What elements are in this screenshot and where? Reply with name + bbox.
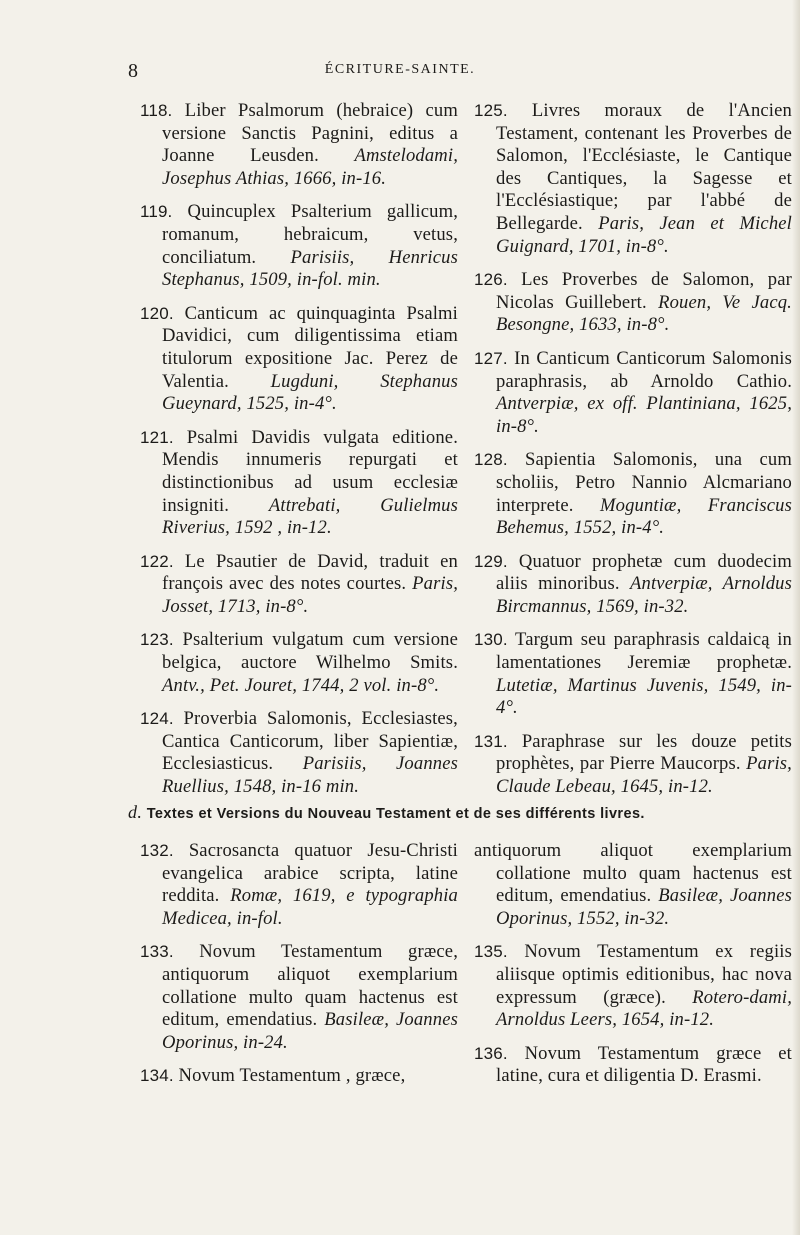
- section-letter: d.: [128, 802, 143, 822]
- entry-imprint: Parisiis, Joannes Ruellius, 1548, in-16 min.: [162, 753, 458, 798]
- catalogue-entry: [140, 629, 458, 697]
- entry-imprint: Attrebati, Gulielmus Riverius, 1592 , in-12.: [162, 494, 458, 539]
- entry-title: Livres moraux de l'Ancien Testament, contenant les Proverbes de Salomon, l'Ecclésiaste, le Cantique des Cantiques, la Sagesse et l'Ecclésiastique; par l'abbé de Bellegarde.: [496, 100, 792, 234]
- catalogue-entry: [474, 100, 792, 258]
- entry-number: 126.: [474, 270, 508, 290]
- catalogue-entry: [474, 731, 792, 799]
- entry-title: In Canticum Canticorum Salomonis paraphrasis, ab Arnoldo Cathio.: [496, 347, 792, 392]
- entry-title: Liber Psalmorum (hebraice) cum versione Sanctis Pagnini, editus a Joanne Leusden.: [162, 100, 458, 167]
- catalogue-entry: [474, 449, 792, 539]
- entry-number: 135.: [474, 942, 508, 962]
- entry-number: 136.: [474, 1043, 508, 1063]
- catalogue-entry: [140, 840, 458, 930]
- page-number: 8: [128, 60, 138, 82]
- entry-number: 129.: [474, 551, 508, 571]
- entry-imprint: Paris, Josset, 1713, in-8°.: [162, 573, 458, 617]
- entry-title: Novum Testamentum , græce,: [178, 1065, 406, 1087]
- entry-title: Novum Testamentum græce et latine, cura et diligentia D. Erasmi.: [496, 1042, 792, 1087]
- entry-number: 133.: [140, 942, 174, 962]
- entry-title: Sapientia Salomonis, una cum scholiis, Petro Nannio Alcmariano interprete.: [496, 449, 792, 516]
- entry-imprint: Amstelodami, Josephus Athias, 1666, in-16.: [162, 145, 458, 189]
- top-right-column: [474, 100, 792, 810]
- entry-imprint: Moguntiæ, Franciscus Behemus, 1552, in-4°.: [496, 494, 792, 539]
- entry-title: Quatuor prophetæ cum duodecim aliis minoribus.: [496, 550, 792, 595]
- entry-imprint: Antverpiæ, Arnoldus Bircmannus, 1569, in-32.: [496, 573, 792, 617]
- page-edge-shadow: [792, 0, 800, 1235]
- top-left-column: [140, 100, 458, 810]
- entry-number: 122.: [140, 551, 174, 571]
- catalogue-entry: [474, 941, 792, 1031]
- catalogue-entry: [474, 840, 792, 930]
- entry-number: 131.: [474, 731, 508, 751]
- entry-number: 120.: [140, 303, 174, 323]
- entry-title: Novum Testamentum græce, antiquorum aliquot exemplarium collatione multo quam hactenus est editum, emendatius.: [162, 941, 458, 1031]
- entry-imprint: Romæ, 1619, e typographia Medicea, in-fol.: [162, 885, 458, 929]
- entry-title: Targum seu paraphrasis caldaicą in lamentationes Jeremiæ prophetæ.: [496, 629, 793, 674]
- entry-number: 130.: [474, 630, 508, 650]
- catalogue-entry: [474, 551, 792, 619]
- catalogue-entry: [474, 629, 792, 719]
- section-heading: [128, 802, 788, 823]
- catalogue-entry: [140, 100, 458, 190]
- catalogue-entry: [140, 427, 458, 540]
- entry-imprint: Paris, Jean et Michel Guignard, 1701, in-8°.: [496, 212, 792, 257]
- catalogue-entry: [140, 941, 458, 1054]
- catalogue-entry: [140, 201, 458, 291]
- entry-imprint: Antv., Pet. Jouret, 1744, 2 vol. in-8°.: [162, 674, 440, 696]
- entry-number: 124.: [140, 709, 174, 729]
- entry-title: Psalterium vulgatum cum versione belgica, auctore Wilhelmo Smits.: [162, 629, 458, 674]
- bottom-left-column: [140, 840, 458, 1099]
- entry-number: 132.: [140, 841, 174, 860]
- entry-title: Novum Testamentum ex regiis aliisque optimis editionibus, hac nova expressum (græce).: [496, 941, 792, 1008]
- entry-number: 127.: [474, 348, 508, 368]
- catalogue-entry: [140, 1065, 458, 1088]
- catalogue-entry: [474, 1043, 792, 1088]
- entry-imprint: Basileæ, Joannes Oporinus, 1552, in-32.: [496, 885, 792, 929]
- entry-title: Paraphrase sur les douze petits prophètes, par Pierre Maucorps.: [496, 730, 792, 775]
- entry-title: Canticum ac quinquaginta Psalmi Davidici, cum diligentissima etiam titulorum expositione Jac. Perez de Valentia.: [162, 302, 458, 392]
- entry-imprint: Lutetiæ, Martinus Juvenis, 1549, in-4°.: [496, 674, 792, 719]
- entry-imprint: Rouen, Ve Jacq. Besongne, 1633, in-8°.: [496, 291, 792, 336]
- entry-title: Le Psautier de David, traduit en françois avec des notes courtes.: [162, 550, 458, 595]
- entry-number: 128.: [474, 450, 508, 470]
- entry-title: Proverbia Salomonis, Ecclesiastes, Cantica Canticorum, liber Sapientiæ, Ecclesiasticus.: [162, 708, 458, 775]
- catalogue-entry: [140, 303, 458, 416]
- running-head: ÉCRITURE-SAINTE.: [324, 62, 476, 77]
- entry-number: 121.: [140, 427, 174, 447]
- catalogue-entry: [140, 708, 458, 798]
- bottom-right-column: [474, 840, 792, 1099]
- entry-title: Les Proverbes de Salomon, par Nicolas Guillebert.: [496, 269, 792, 313]
- entry-imprint: Parisiis, Henricus Stephanus, 1509, in-fol. min.: [162, 246, 458, 291]
- entry-title: antiquorum aliquot exemplarium collatione multo quam hactenus est editum, emendatius.: [474, 840, 792, 907]
- entry-number: 125.: [474, 101, 508, 120]
- catalogue-entry: [140, 551, 458, 619]
- entry-imprint: Rotero-dami, Arnoldus Leers, 1654, in-12.: [496, 986, 792, 1031]
- catalogue-entry: [474, 348, 792, 438]
- catalogue-entry: [474, 269, 792, 337]
- entry-title: Quincuplex Psalterium gallicum, romanum, hebraicum, vetus, conciliatum.: [162, 201, 458, 268]
- entry-number: 119.: [140, 202, 173, 222]
- entry-imprint: Antverpiæ, ex off. Plantiniana, 1625, in-8°.: [496, 393, 792, 437]
- section-title: Textes et Versions du Nouveau Testament et de ses différents livres.: [146, 806, 645, 822]
- entry-number: 123.: [140, 630, 174, 650]
- entry-imprint: Paris, Claude Lebeau, 1645, in-12.: [496, 753, 792, 798]
- entry-number: 134.: [140, 1066, 174, 1086]
- entry-imprint: Lugduni, Stephanus Gueynard, 1525, in-4°.: [162, 370, 458, 415]
- entry-number: 118.: [140, 101, 173, 120]
- entry-imprint: Basileæ, Joannes Oporinus, in-24.: [162, 1009, 458, 1053]
- entry-title: Psalmi Davidis vulgata editione. Mendis innumeris repurgati et distinctionibus ad usum ecclesiæ insigniti.: [162, 426, 458, 516]
- entry-title: Sacrosancta quatuor Jesu-Christi evangelica arabice scripta, latine reddita.: [162, 840, 458, 907]
